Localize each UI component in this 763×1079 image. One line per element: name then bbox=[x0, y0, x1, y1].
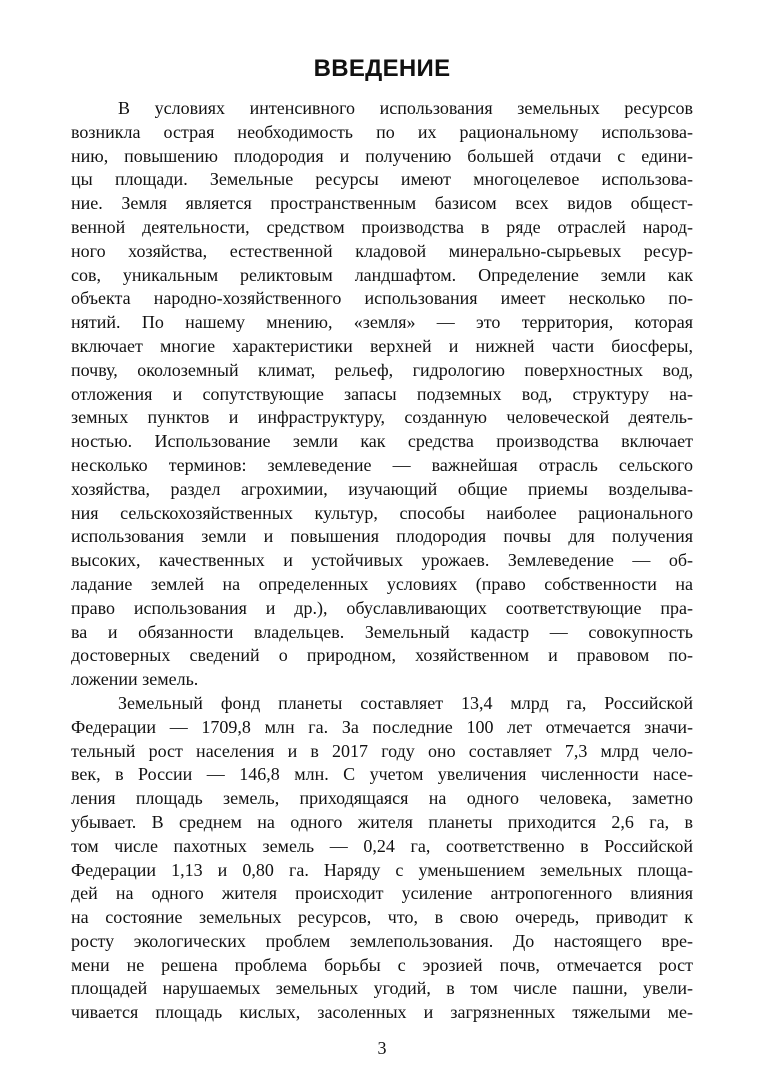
text-line: несколько терминов: землеведение — важнейшая отрасль сельского bbox=[71, 454, 693, 475]
text-line: венной деятельности, средством производства в ряде отраслей народ- bbox=[71, 216, 693, 237]
text-line: ва и обязанности владельцев. Земельный кадастр — совокупность bbox=[71, 621, 693, 642]
text-line: высоких, качественных и устойчивых урожаев. Землеведение — об- bbox=[71, 550, 693, 571]
page-title: ВВЕДЕНИЕ bbox=[313, 55, 451, 82]
paragraph-1 bbox=[71, 97, 693, 692]
text-line: ления площадь земель, приходящаяся на одного человека, заметно bbox=[71, 788, 693, 809]
text-line: хозяйства, раздел агрохимии, изучающий общие приемы возделыва- bbox=[71, 478, 693, 499]
text-line: ние. Земля является пространственным базисом всех видов общест- bbox=[71, 193, 693, 214]
text-line: Земельный фонд планеты составляет 13,4 млрд га, Российской bbox=[118, 692, 693, 713]
text-line: использования земли и повышения плодородия почвы для получения bbox=[71, 526, 693, 547]
text-line: включает многие характеристики верхней и нижней части биосферы, bbox=[71, 335, 693, 356]
text-line: ладание землей на определенных условиях (право собственности на bbox=[71, 573, 693, 594]
text-line: земных пунктов и инфраструктуру, созданную человеческой деятель- bbox=[71, 407, 693, 428]
text-line: В условиях интенсивного использования земельных ресурсов bbox=[118, 98, 693, 118]
text-line: площадей нарушаемых земельных угодий, в том числе пашни, увели- bbox=[71, 978, 693, 999]
text-line: тельный рост населения и в 2017 году оно составляет 7,3 млрд чело- bbox=[71, 740, 693, 761]
text-line: Федерации 1,13 и 0,80 га. Наряду с уменьшением земельных площа- bbox=[71, 859, 693, 880]
text-line: том числе пахотных земель — 0,24 га, соответственно в Российской bbox=[71, 835, 693, 856]
text-line: Федерации — 1709,8 млн га. За последние 100 лет отмечается значи- bbox=[71, 716, 693, 737]
text-line: дей на одного жителя происходит усиление антропогенного влияния bbox=[71, 883, 693, 904]
text-line: нию, повышению плодородия и получению большей отдачи с едини- bbox=[71, 145, 693, 166]
text-line: мени не решена проблема борьбы с эрозией почв, отмечается рост bbox=[71, 954, 693, 975]
text-line: ностью. Использование земли как средства производства включает bbox=[71, 431, 693, 452]
text-line: век, в России — 146,8 млн. С учетом увеличения численности насе- bbox=[71, 764, 693, 785]
text-line: объекта народно-хозяйственного использования имеет несколько по- bbox=[71, 288, 693, 309]
text-line: убывает. В среднем на одного жителя планеты приходится 2,6 га, в bbox=[71, 811, 693, 832]
page-number: 3 bbox=[377, 1038, 387, 1058]
text-line: отложения и сопутствующие запасы подземных вод, структуру на- bbox=[71, 383, 693, 404]
text-line: ложении земель. bbox=[71, 669, 199, 690]
text-line: сов, уникальным реликтовым ландшафтом. Определение земли как bbox=[71, 264, 693, 285]
text-line: почву, околоземный климат, рельеф, гидрологию поверхностных вод, bbox=[71, 359, 693, 380]
text-line: возникла острая необходимость по их рациональному использова- bbox=[71, 121, 693, 142]
body-text bbox=[71, 97, 693, 1025]
text-line: право использования и др.), обуславливающих соответствующие пра- bbox=[71, 597, 693, 618]
text-line: на состояние земельных ресурсов, что, в свою очередь, приводит к bbox=[71, 907, 693, 928]
text-line: ного хозяйства, естественной кладовой минерально-сырьевых ресур- bbox=[71, 240, 693, 261]
text-line: цы площади. Земельные ресурсы имеют многоцелевое использова- bbox=[71, 169, 693, 190]
text-line: чивается площадь кислых, засоленных и загрязненных тяжелыми ме- bbox=[71, 1002, 693, 1023]
text-line: нятий. По нашему мнению, «земля» — это территория, которая bbox=[71, 312, 693, 333]
text-line: ния сельскохозяйственных культур, способы наиболее рационального bbox=[71, 502, 693, 523]
document-page bbox=[71, 0, 693, 1079]
paragraph-2 bbox=[71, 692, 693, 1025]
text-line: достоверных сведений о природном, хозяйственном и правовом по- bbox=[71, 645, 693, 666]
text-line: росту экологических проблем землепользования. До настоящего вре- bbox=[71, 930, 693, 951]
